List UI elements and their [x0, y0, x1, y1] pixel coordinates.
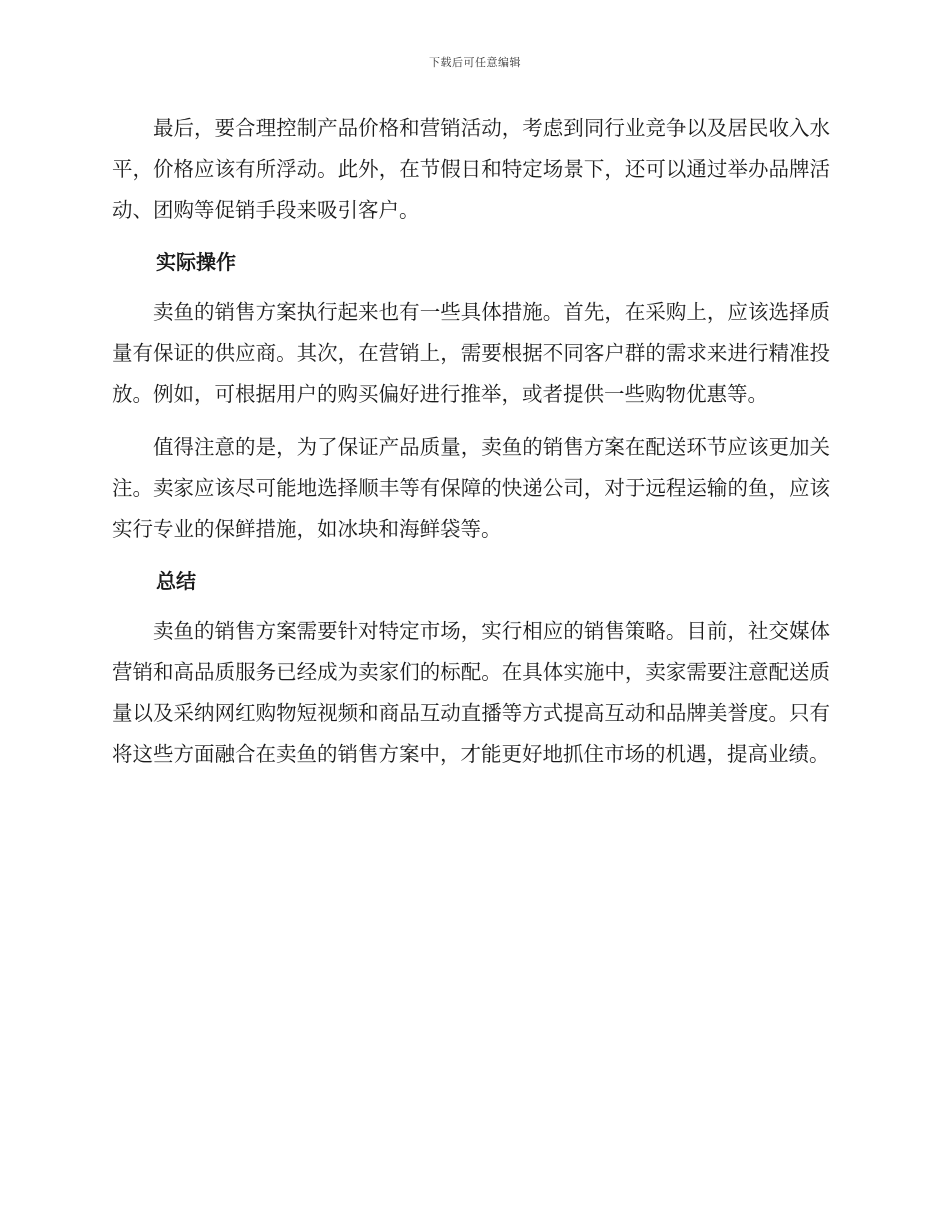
section-heading-summary: 总结	[156, 569, 196, 593]
section-heading-practice: 实际操作	[156, 250, 236, 274]
intro-paragraph: 最后，要合理控制产品价格和营销活动，考虑到同行业竞争以及居民收入水平，价格应该有所浮动。此外，在节假日和特定场景下，还可以通过举办品牌活动、团购等促销手段来吸引客户。	[112, 116, 830, 222]
summary-paragraph: 卖鱼的销售方案需要针对特定市场，实行相应的销售策略。目前，社交媒体营销和高品质服务已经成为卖家们的标配。在具体实施中，卖家需要注意配送质量以及采纳网红购物短视频和商品互动直播等方式提高互动和品牌美誉度。只有将这些方面融合在卖鱼的销售方案中，才能更好地抓住市场的机遇，提高业绩。	[112, 619, 830, 766]
page-header: 下载后可任意编辑	[429, 56, 521, 69]
document-body	[112, 108, 830, 787]
practice-paragraph-1: 卖鱼的销售方案执行起来也有一些具体措施。首先，在采购上，应该选择质量有保证的供应商。其次，在营销上，需要根据不同客户群的需求来进行精准投放。例如，可根据用户的购买偏好进行推举，或者提供一些购物优惠等。	[112, 300, 830, 406]
practice-paragraph-2: 值得注意的是，为了保证产品质量，卖鱼的销售方案在配送环节应该更加关注。卖家应该尽可能地选择顺丰等有保障的快递公司，对于远程运输的鱼，应该实行专业的保鲜措施，如冰块和海鲜袋等。	[112, 435, 830, 541]
